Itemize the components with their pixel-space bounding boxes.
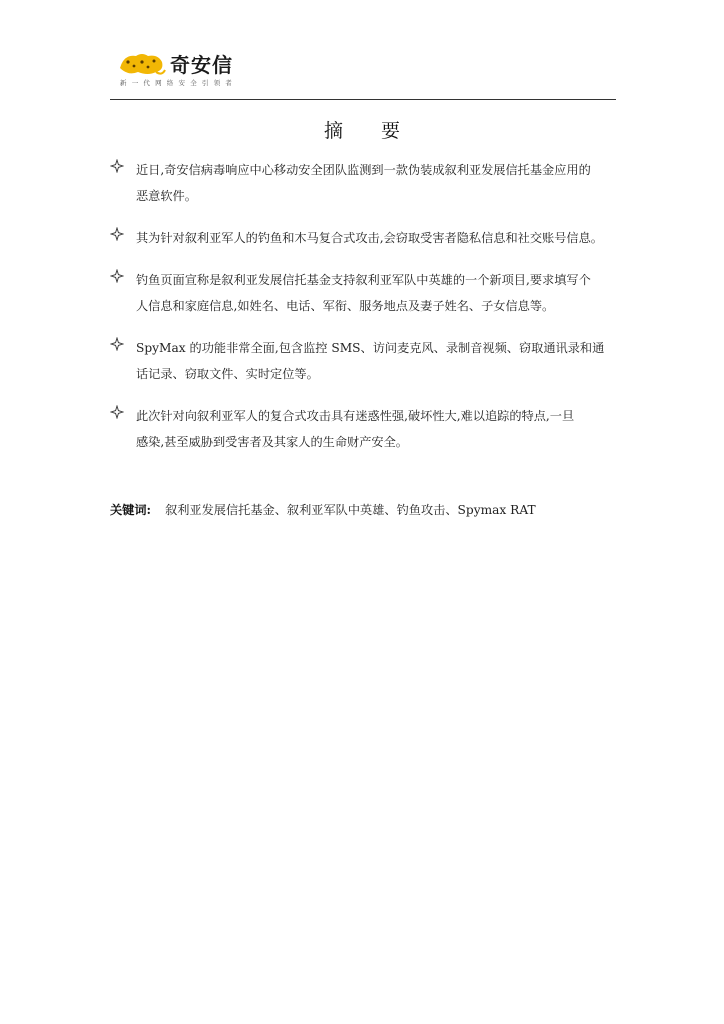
diamond-bullet-icon [110,405,124,419]
diamond-bullet-icon [110,337,124,351]
title-char: 摘 [323,120,343,142]
list-item [110,403,630,455]
list-item-line: 此次针对向叙利亚军人的复合式攻击具有迷惑性强,破坏性大,难以追踪的特点,一旦 [136,409,575,423]
header-divider [110,99,616,100]
keywords-values: 叙利亚发展信托基金、叙利亚军队中英雄、钓鱼攻击、Spymax RAT [165,503,536,517]
logo-slogan: 新一代网络安全引领者 [120,79,237,87]
list-item [110,225,630,251]
list-item-line: SpyMax 的功能非常全面,包含监控 SMS、访问麦克风、录制音视频、窃取通讯录和通 [136,341,605,355]
diamond-bullet-icon [110,159,124,173]
list-item-line: 其为针对叙利亚军人的钓鱼和木马复合式攻击,会窃取受害者隐私信息和社交账号信息。 [136,231,603,245]
list-item [110,267,630,319]
list-item-line: 话记录、窃取文件、实时定位等。 [136,367,319,381]
cheetah-logo-icon [118,48,166,78]
diamond-bullet-icon [110,227,124,241]
list-item [110,335,630,387]
keywords-line [110,500,630,520]
list-item-line: 感染,甚至威胁到受害者及其家人的生命财产安全。 [136,435,408,449]
title-char: 要 [381,120,401,142]
company-logo [118,48,233,78]
document-header [110,44,616,100]
list-item [110,157,630,209]
page-title [0,116,724,143]
list-item-line: 人信息和家庭信息,如姓名、电话、军衔、服务地点及妻子姓名、子女信息等。 [136,299,555,313]
diamond-bullet-icon [110,269,124,283]
keywords-label: 关键词: [110,503,152,517]
logo-text: 奇安信 [170,52,233,77]
list-item-line: 钓鱼页面宣称是叙利亚发展信托基金支持叙利亚军队中英雄的一个新项目,要求填写个 [136,273,591,287]
list-item-line: 恶意软件。 [136,189,197,203]
summary-list [110,157,630,471]
list-item-line: 近日,奇安信病毒响应中心移动安全团队监测到一款伪装成叙利亚发展信托基金应用的 [136,163,591,177]
